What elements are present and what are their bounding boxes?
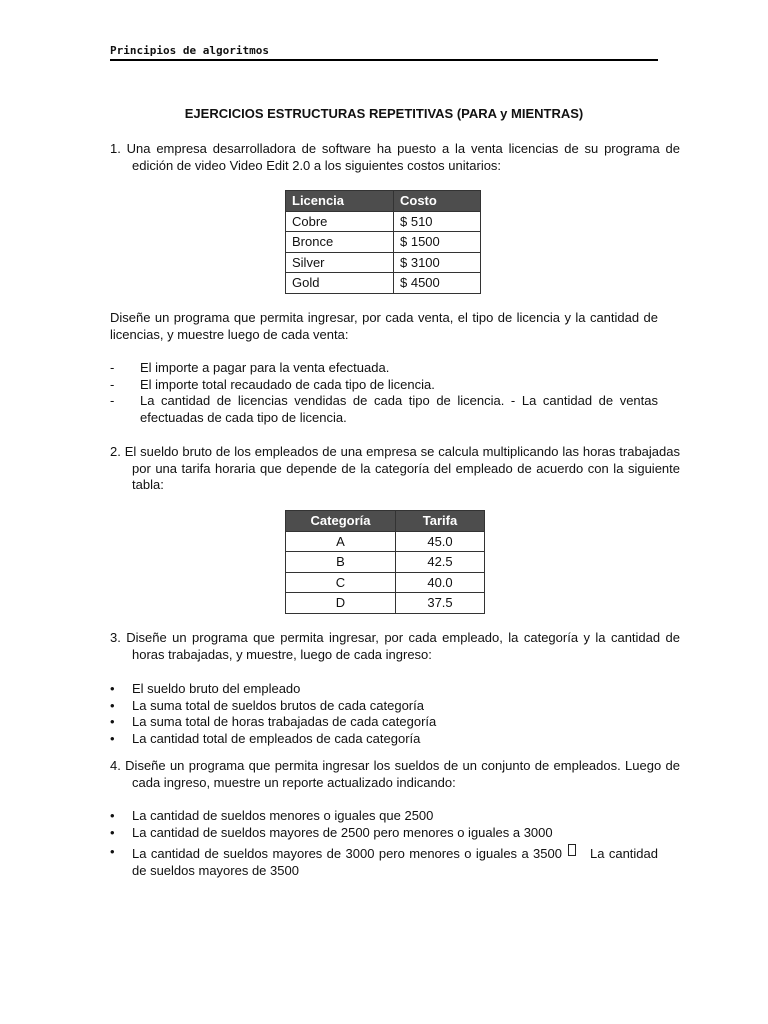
column-header: Tarifa xyxy=(396,511,485,532)
bullet-marker: • xyxy=(110,844,115,859)
table-cell: Cobre xyxy=(286,211,394,232)
list-item xyxy=(110,393,658,426)
exercise-3-list xyxy=(110,681,658,747)
bullet-marker: • xyxy=(110,730,115,746)
table-row xyxy=(286,593,485,614)
table-cell: 45.0 xyxy=(396,531,485,552)
list-item-text: La cantidad de sueldos menores o iguales que 2500 xyxy=(132,808,434,823)
list-item-text-continued: La cantidad de sueldos mayores de 3500 xyxy=(132,846,658,878)
list-item xyxy=(110,844,658,879)
table-row xyxy=(286,273,481,294)
list-item xyxy=(110,825,658,842)
list-item xyxy=(110,360,658,377)
exercise-1-list xyxy=(110,360,658,426)
list-item xyxy=(110,377,658,394)
table-row xyxy=(286,531,485,552)
table-cell: Silver xyxy=(286,252,394,273)
table-header-row xyxy=(286,191,481,212)
table-row xyxy=(286,232,481,253)
list-item-text: El importe a pagar para la venta efectuada. xyxy=(140,360,390,375)
dash-marker: - xyxy=(110,376,115,392)
missing-glyph-icon xyxy=(568,844,576,856)
list-item xyxy=(110,698,658,715)
table-cell: C xyxy=(286,572,396,593)
exercise-4-statement: 4. Diseñe un programa que permita ingresar los sueldos de un conjunto de empleados. Luego de cada ingreso, muestre un reporte actualizado indicando: xyxy=(110,758,680,790)
table-cell: 37.5 xyxy=(396,593,485,614)
table-row xyxy=(286,252,481,273)
bullet-marker: • xyxy=(110,808,115,823)
table-row xyxy=(286,552,485,573)
list-item xyxy=(110,681,658,698)
exercise-1-statement: 1. Una empresa desarrolladora de software ha puesto a la venta licencias de su programa de edición de video Video Edit 2.0 a los siguientes costos unitarios: xyxy=(110,141,680,173)
list-item-text: La cantidad de licencias vendidas de cada tipo de licencia. - La cantidad de ventas efectuadas de cada tipo de licencia. xyxy=(140,393,658,425)
list-item-text: La cantidad de sueldos mayores de 3000 pero menores o iguales a 3500 xyxy=(132,846,562,861)
exercise-2-statement: 2. El sueldo bruto de los empleados de una empresa se calcula multiplicando las horas trabajadas por una tarifa horaria que depende de la categoría del empleado de acuerdo con la siguiente tabla: xyxy=(110,444,680,492)
page-title: EJERCICIOS ESTRUCTURAS REPETITIVAS (PARA y MIENTRAS) xyxy=(184,106,584,121)
running-header: Principios de algoritmos xyxy=(110,44,658,61)
list-item xyxy=(110,714,658,731)
list-item xyxy=(110,808,658,825)
exercise-4-list xyxy=(110,808,658,879)
dash-marker: - xyxy=(110,360,115,375)
license-cost-table xyxy=(285,190,481,294)
table-cell: $ 510 xyxy=(394,211,481,232)
dash-marker: - xyxy=(110,393,115,408)
category-rate-table xyxy=(285,510,485,614)
list-item-text: El importe total recaudado de cada tipo de licencia. xyxy=(140,376,435,392)
table-cell: $ 3100 xyxy=(394,252,481,273)
table-row xyxy=(286,211,481,232)
list-item-text: La cantidad total de empleados de cada categoría xyxy=(132,730,421,746)
table-row xyxy=(286,572,485,593)
table-header-row xyxy=(286,511,485,532)
table-cell: B xyxy=(286,552,396,573)
bullet-marker: • xyxy=(110,824,115,840)
list-item-text: La suma total de sueldos brutos de cada categoría xyxy=(132,697,424,713)
bullet-marker: • xyxy=(110,697,115,713)
column-header: Categoría xyxy=(286,511,396,532)
column-header: Licencia xyxy=(286,191,394,212)
exercise-3-statement: 3. Diseñe un programa que permita ingresar, por cada empleado, la categoría y la cantidad de horas trabajadas, y muestre, luego de cada ingreso: xyxy=(110,630,680,662)
bullet-marker: • xyxy=(110,681,115,696)
table-cell: Bronce xyxy=(286,232,394,253)
table-cell: 40.0 xyxy=(396,572,485,593)
table-cell: 42.5 xyxy=(396,552,485,573)
exercise-1-design: Diseñe un programa que permita ingresar, por cada venta, el tipo de licencia y la cantidad de licencias, y muestre luego de cada venta: xyxy=(110,310,658,342)
list-item-text: La suma total de horas trabajadas de cada categoría xyxy=(132,714,437,729)
bullet-marker: • xyxy=(110,714,115,729)
table-cell: D xyxy=(286,593,396,614)
column-header: Costo xyxy=(394,191,481,212)
list-item-text: La cantidad de sueldos mayores de 2500 pero menores o iguales a 3000 xyxy=(132,824,553,840)
table-cell: $ 4500 xyxy=(394,273,481,294)
list-item xyxy=(110,731,658,748)
table-cell: A xyxy=(286,531,396,552)
table-cell: $ 1500 xyxy=(394,232,481,253)
list-item-text: El sueldo bruto del empleado xyxy=(132,681,301,696)
table-cell: Gold xyxy=(286,273,394,294)
